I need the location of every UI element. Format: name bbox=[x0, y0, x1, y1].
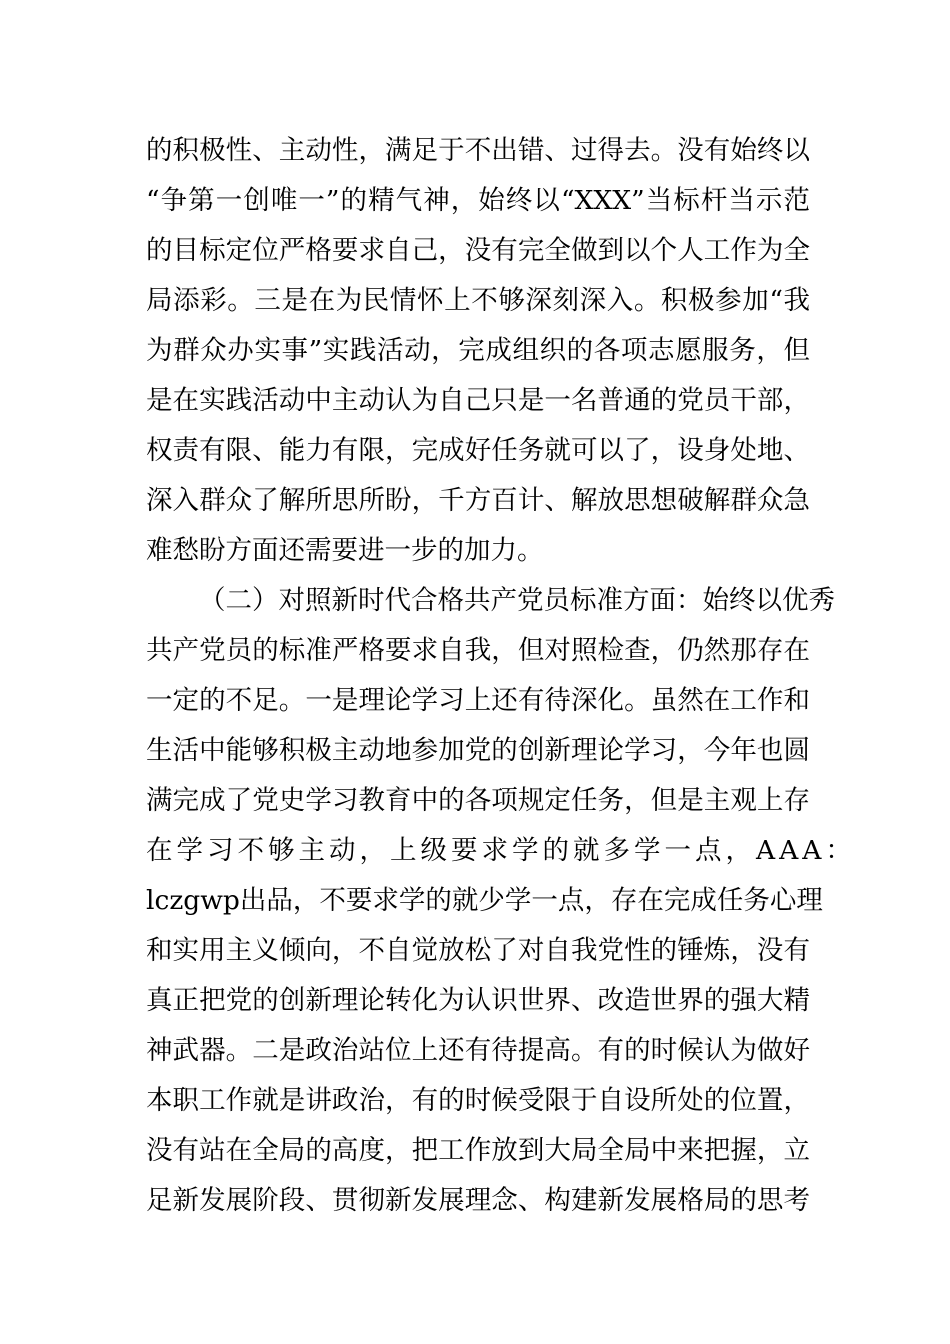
section-heading-line: （二）对照新时代合格共产党员标准方面：始终以优秀 bbox=[199, 585, 835, 616]
text-line: 是在实践活动中主动认为自己只是一名普通的党员干部， bbox=[146, 385, 810, 416]
text-line: 为群众办实事”实践活动，完成组织的各项志愿服务，但 bbox=[146, 335, 810, 366]
text-line: 深入群众了解所思所盼，千方百计、解放思想破解群众急 bbox=[146, 485, 810, 516]
text-line: 真正把党的创新理论转化为认识世界、改造世界的强大精 bbox=[146, 985, 810, 1016]
body-text bbox=[146, 126, 856, 1226]
text-line: “争第一创唯一”的精气神，始终以“XXX”当标杆当示范 bbox=[146, 185, 810, 216]
text-line: 的目标定位严格要求自己，没有完全做到以个人工作为全 bbox=[146, 235, 810, 266]
text-line: 权责有限、能力有限，完成好任务就可以了，设身处地、 bbox=[146, 435, 810, 466]
text-line: 满完成了党史学习教育中的各项规定任务，但是主观上存 bbox=[146, 785, 810, 816]
text-line: 共产党员的标准严格要求自我，但对照检查，仍然那存在 bbox=[146, 635, 810, 666]
text-line: 没有站在全局的高度，把工作放到大局全局中来把握，立 bbox=[146, 1135, 810, 1166]
paragraph-end-line: 难愁盼方面还需要进一步的加力。 bbox=[146, 535, 544, 566]
text-line: 的积极性、主动性，满足于不出错、过得去。没有始终以 bbox=[146, 135, 810, 166]
text-line: lczgwp出品，不要求学的就少学一点，存在完成任务心理 bbox=[146, 885, 823, 916]
text-line: 在学习不够主动，上级要求学的就多学一点，AAA： bbox=[146, 835, 856, 866]
text-line: 局添彩。三是在为民情怀上不够深刻深入。积极参加“我 bbox=[146, 285, 810, 316]
text-line: 和实用主义倾向，不自觉放松了对自我党性的锤炼，没有 bbox=[146, 935, 810, 966]
text-line: 生活中能够积极主动地参加党的创新理论学习，今年也圆 bbox=[146, 735, 810, 766]
text-line: 一定的不足。一是理论学习上还有待深化。虽然在工作和 bbox=[146, 685, 810, 716]
text-line: 本职工作就是讲政治，有的时候受限于自设所处的位置， bbox=[146, 1085, 810, 1116]
text-line: 神武器。二是政治站位上还有待提高。有的时候认为做好 bbox=[146, 1035, 810, 1066]
text-line: 足新发展阶段、贯彻新发展理念、构建新发展格局的思考 bbox=[146, 1185, 810, 1216]
